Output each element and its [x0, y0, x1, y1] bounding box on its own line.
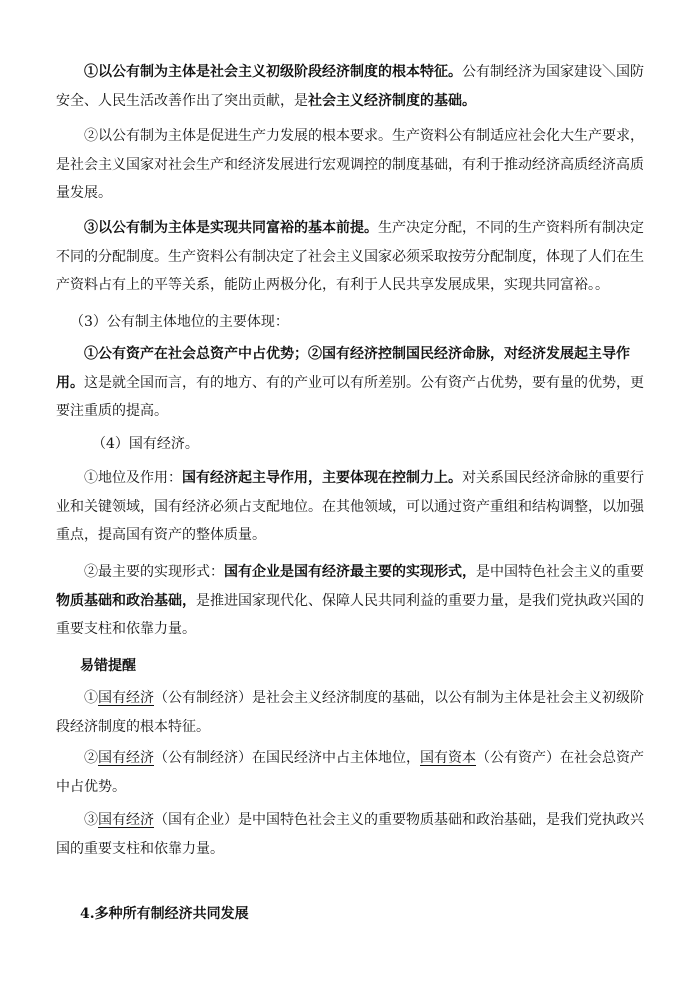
text-span: 是推进国家现代化、保障人民共同利益的重要力量，是我们党执政兴国的重要支柱和依靠力量。 — [56, 592, 644, 637]
bold-phrase: ①以公有制为主体是社会主义初级阶段经济制度的根本特征。 — [84, 64, 462, 80]
text-span: （公有制经济）是社会主义经济制度的基础，以公有制为主体是社会主义初级阶段经济制度的根本特征。 — [56, 690, 644, 735]
text-span: 公有制经济为国家建设＼国防安全、人民生活改善作出了突出贡献，是 — [56, 64, 644, 109]
text-span: ①地位及作用： — [84, 470, 182, 486]
tip-number: ① — [84, 690, 98, 706]
text-span: （公有资产）在社会总资产中占优势。 — [56, 750, 644, 795]
text-span: 生产决定分配，不同的生产资料所有制决定不同的分配制度。生产资料公有制决定了社会主义国家必须采取按劳分配制度，体现了人们在生产资料占有上的平等关系，能防止两极分化，有利于人民共享发展成果，实现共同富裕。。 — [56, 220, 644, 293]
underlined-term: 国有经济 — [98, 690, 154, 706]
paragraph-common-prosperity — [56, 214, 656, 300]
tip-number: ③ — [84, 812, 98, 828]
bold-phrase: ①公有资产在社会总资产中占优势；②国有经济控制国民经济命脉，对经济发展起主导作用。 — [56, 346, 630, 391]
bold-phrase: 国有经济起主导作用，主要体现在控制力上。 — [182, 470, 462, 486]
bold-phrase: 社会主义经济制度的基础。 — [308, 92, 476, 109]
section-heading-text: 4.多种所有制经济共同发展 — [80, 906, 249, 922]
text-span: 对关系国民经济命脉的重要行业和关键领域，国有经济必须占支配地位。在其他领域，可以通过资产重组和结构调整，以加强重点，提高国有资产的整体质量。 — [56, 470, 644, 543]
bold-phrase: ③以公有制为主体是实现共同富裕的基本前提。 — [84, 220, 378, 236]
heading-state-economy — [92, 430, 652, 459]
text-span: ②以公有制为主体是促进生产力发展的根本要求。生产资料公有制适应社会化大生产要求，是社会主义国家对社会生产和经济发展进行宏观调控的制度基础，有利于推动经济高质经济高质量发展。 — [56, 128, 644, 201]
text-span: 这是就全国而言，有的地方、有的产业可以有所差别。公有资产占优势，要有量的优势，更要注重质的提高。 — [56, 374, 644, 419]
paragraph-main-form — [56, 558, 656, 644]
paragraph-status-role — [56, 464, 656, 550]
text-span: （公有制经济）在国民经济中占主体地位， — [154, 750, 420, 766]
underlined-term: 国有经济 — [98, 812, 154, 828]
text-span: （国有企业）是中国特色社会主义的重要物质基础和政治基础，是我们党执政兴国的重要支柱和依靠力量。 — [56, 812, 644, 857]
tip-item-2 — [56, 744, 656, 801]
tip-item-3 — [56, 806, 656, 863]
text-span: ②最主要的实现形式： — [84, 564, 224, 580]
tip-number: ② — [84, 750, 98, 766]
paragraph-public-ownership-feature — [56, 58, 656, 115]
heading-main-manifestation — [56, 308, 656, 337]
bold-phrase: 国有企业是国有经济最主要的实现形式， — [224, 564, 476, 580]
section-heading-mixed-ownership — [80, 900, 640, 929]
underlined-term: 国有资本 — [420, 750, 476, 766]
heading-text: （4）国有经济。 — [92, 436, 199, 452]
paragraph-public-assets — [56, 340, 656, 426]
tip-item-1 — [56, 684, 656, 741]
bold-phrase: 物质基础和政治基础， — [56, 592, 196, 609]
tips-title — [80, 652, 640, 681]
paragraph-productivity — [56, 122, 656, 208]
heading-text: （3）公有制主体地位的主要体现： — [70, 314, 289, 330]
tips-title-text: 易错提醒 — [80, 658, 136, 674]
text-span: 是中国特色社会主义的重要 — [476, 564, 644, 580]
underlined-term: 国有经济 — [98, 750, 154, 766]
